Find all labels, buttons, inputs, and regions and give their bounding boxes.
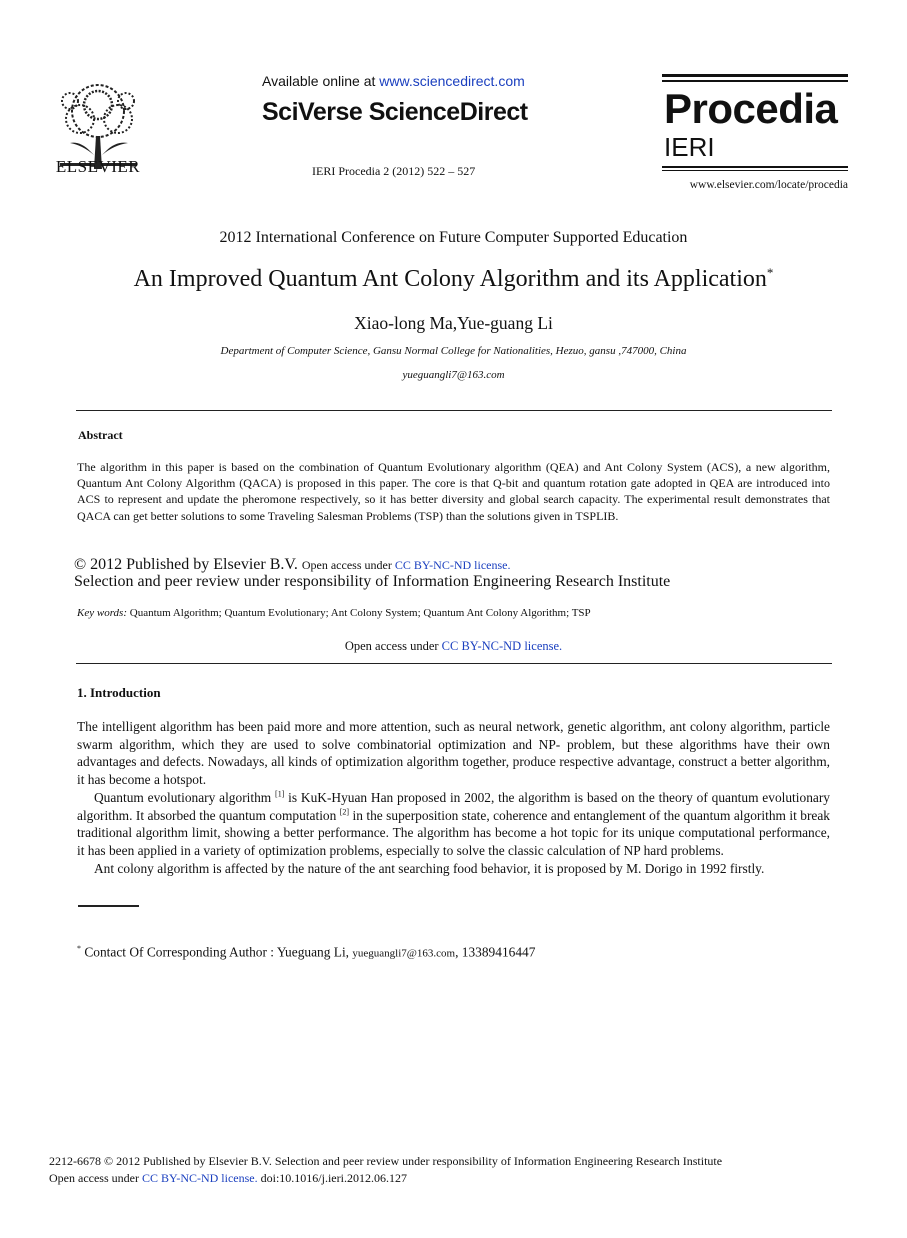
- doi-text: doi:10.1016/j.ieri.2012.06.127: [257, 1171, 407, 1185]
- bottom-open-access-label: Open access under: [49, 1171, 142, 1185]
- open-access-label: Open access under: [301, 558, 395, 572]
- footnote-mark: *: [77, 944, 81, 953]
- author-affiliation: Department of Computer Science, Gansu Normal College for Nationalities, Hezuo, gansu ,747000, China: [220, 345, 687, 357]
- section-heading-introduction: 1. Introduction: [77, 685, 161, 700]
- peer-review-statement: Selection and peer review under responsibility of Information Engineering Research Institute: [74, 573, 671, 590]
- paper-authors: Xiao-long Ma,Yue-guang Li: [354, 313, 553, 333]
- open-access-notice: [0, 639, 907, 654]
- ieri-wordmark: IERI: [664, 132, 715, 162]
- divider-bottom: [76, 663, 832, 664]
- issn-copyright-line: 2212-6678 © 2012 Published by Elsevier B.V. Selection and peer review under responsibility of Information Engineering Research Institute: [49, 1154, 723, 1168]
- citation-1[interactable]: [1]: [275, 789, 285, 799]
- sciverse-sciencedirect-brand: SciVerse ScienceDirect: [262, 98, 528, 126]
- corresponding-author-footnote: [77, 944, 535, 960]
- citation-2[interactable]: [2]: [339, 807, 350, 817]
- journal-reference: IERI Procedia 2 (2012) 522 – 527: [312, 164, 476, 178]
- intro-paragraph-2: [77, 789, 830, 860]
- introduction-body: [77, 718, 830, 877]
- abstract-body: The algorithm in this paper is based on the combination of Quantum Evolutionary algorithm (QEA) and Ant Colony System (ACS), a new algorithm, Quantum Ant Colony Algorithm (QACA) is proposed in this paper. The core is that Q-bit and quantum rotation gate adopted in QEA are introduced into ACS to represent and update the pheromone respectively, so it has better diversity and global search capacity. The experimental result demonstrates that QACA can get better solutions to some Traveling Salesman Problems (TSP) than the solutions given in TSPLIB.: [77, 460, 830, 523]
- footnote-email: yueguangli7@163.com: [352, 947, 456, 960]
- copyright-text: © 2012 Published by Elsevier B.V.: [74, 556, 302, 573]
- procedia-locate-link[interactable]: www.elsevier.com/locate/procedia: [689, 179, 848, 191]
- intro-p2-part-b: is KuK-Hyuan Han proposed in 2002, the algorithm is based on the theory of quantum evolutionary algorithm. It absorbed the quantum computation: [77, 789, 830, 823]
- open-access-mid-label: Open access under: [344, 639, 442, 653]
- keywords-label: Key words:: [77, 607, 128, 619]
- copyright-line: [74, 556, 511, 574]
- conference-name: 2012 International Conference on Future Computer Supported Education: [219, 229, 688, 246]
- abstract-heading: Abstract: [78, 428, 123, 442]
- keywords-line: [77, 607, 591, 619]
- author-email: yueguangli7@163.com: [402, 369, 505, 381]
- procedia-wordmark: Procedia: [664, 85, 838, 132]
- open-access-doi-line: [49, 1171, 407, 1186]
- paper-title-text: An Improved Quantum Ant Colony Algorithm and its Application: [133, 266, 767, 292]
- license-link-mid[interactable]: CC BY-NC-ND license.: [441, 639, 563, 653]
- footnote-text-b: , 13389416447: [455, 944, 536, 960]
- available-online-line: [262, 73, 525, 89]
- paper-title: [0, 265, 907, 293]
- license-link[interactable]: CC BY-NC-ND license.: [394, 558, 511, 572]
- procedia-logo: [662, 74, 848, 170]
- title-footnote-mark: *: [766, 265, 774, 280]
- sciencedirect-link[interactable]: www.sciencedirect.com: [379, 73, 525, 89]
- intro-p2-part-c: in the superposition state, coherence and entanglement of the quantum algorithm it break traditional algorithm limit, showing a better performance. The algorithm has become a hot topic for its unique computational performance, it has been applied in a variety of optimization problems, especially to solve the classic calculation of NP hard problems.: [77, 807, 830, 858]
- intro-p2-part-a: Quantum evolutionary algorithm: [94, 789, 276, 805]
- intro-paragraph-3: Ant colony algorithm is affected by the nature of the ant searching food behavior, it is proposed by M. Dorigo in 1992 firstly.: [94, 860, 765, 876]
- intro-paragraph-1: The intelligent algorithm has been paid more and more attention, such as neural network, genetic algorithm, ant colony algorithm, particle swarm algorithm, which they are used to solve combinatorial optimization and NP- problem, but these algorithms have their own advantages and defects. Nowadays, all kinds of optimization algorithm together, produce respective advantage, construct a better algorithm, it has become a hotspot.: [77, 719, 830, 788]
- available-online-label: Available online at: [262, 73, 380, 89]
- elsevier-wordmark: ELSEVIER: [55, 157, 141, 176]
- keywords-list: Quantum Algorithm; Quantum Evolutionary; Ant Colony System; Quantum Ant Colony Algorithm; TSP: [127, 607, 591, 619]
- divider-top: [76, 410, 832, 411]
- bottom-license-link[interactable]: CC BY-NC-ND license.: [141, 1171, 258, 1185]
- footnote-divider: [78, 905, 139, 907]
- footnote-text-a: Contact Of Corresponding Author : Yueguang Li,: [81, 944, 353, 960]
